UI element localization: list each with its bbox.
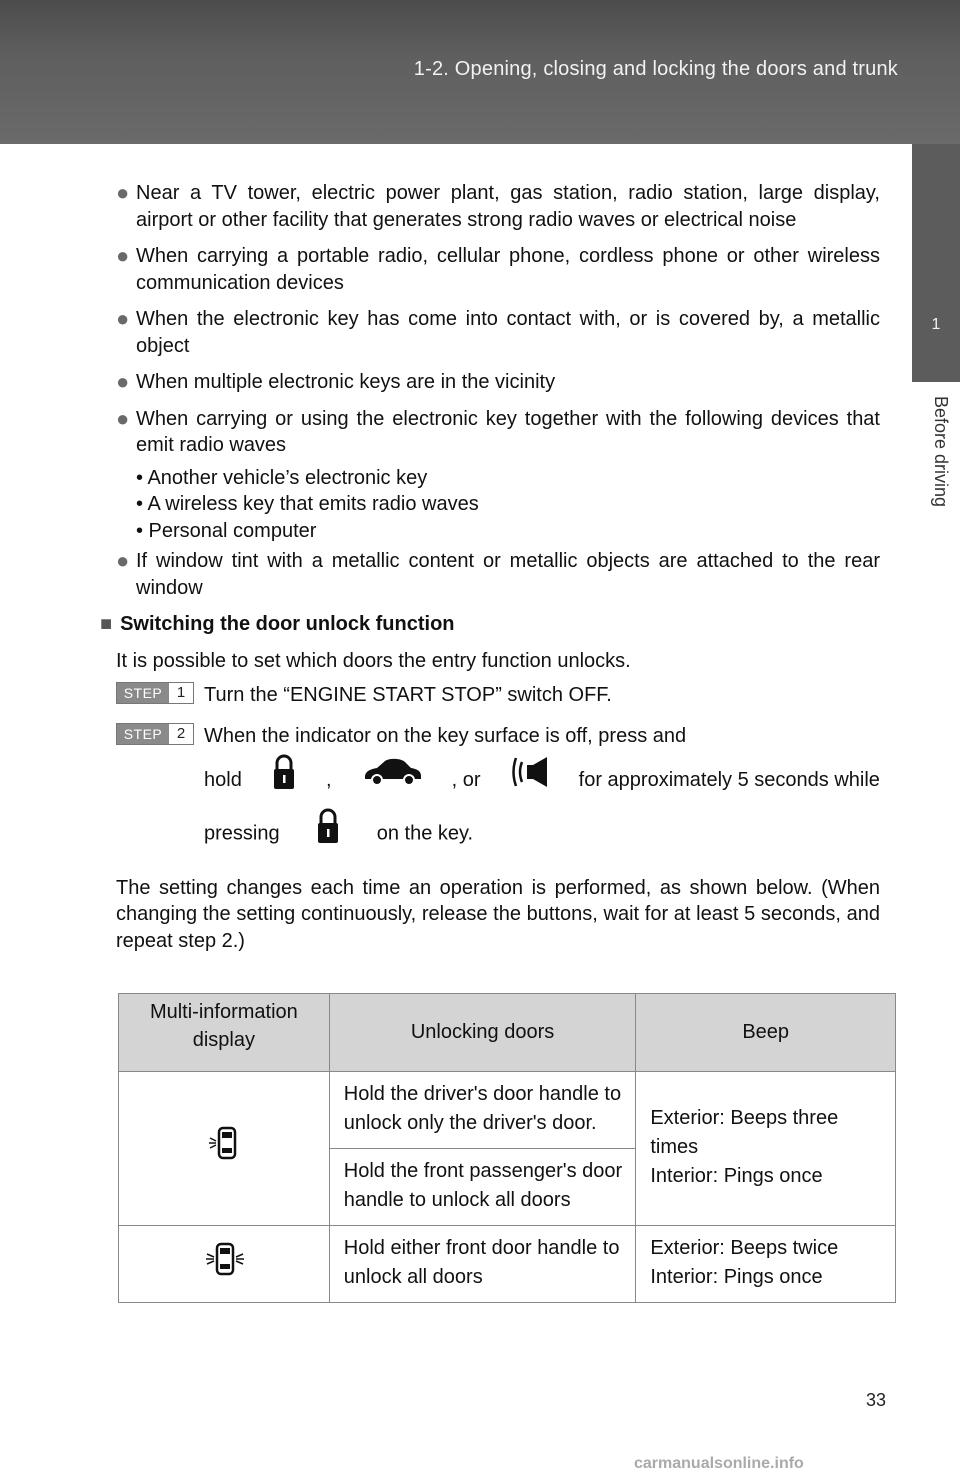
- section-intro: It is possible to set which doors the entry function unlocks.: [116, 649, 631, 672]
- unlock-settings-table: [118, 993, 896, 1303]
- header-unlocking: Unlocking doors: [329, 994, 636, 1072]
- step-1: [116, 682, 880, 709]
- table-row: [119, 1072, 896, 1149]
- bullet-icon: ●: [116, 306, 130, 331]
- panic-icon: [510, 754, 550, 806]
- page-header: [0, 0, 960, 144]
- bullet-item: ● When carrying a portable radio, cellular phone, cordless phone or other wireless communication devices: [116, 243, 880, 294]
- watermark: carmanualsonline.info: [634, 1455, 804, 1472]
- step-2: STEP 2 When the indicator on the key surface is off, press and hold , , or for approximately 5 seconds while pressing on the key.: [116, 723, 880, 861]
- page-content: [100, 180, 880, 954]
- unlock-cell: Hold the driver's door handle to unlock only the driver's door.: [329, 1072, 636, 1149]
- bullet-item: ● When multiple electronic keys are in the vicinity: [116, 369, 556, 394]
- all-doors-display-icon: [205, 1262, 245, 1284]
- setting-note: The setting changes each time an operation is performed, as shown below. (When changing the setting continuously, release the buttons, wait for at least 5 seconds, and repeat step 2.): [116, 876, 880, 952]
- bullet-icon: ●: [116, 243, 130, 268]
- table-header-row: [119, 994, 896, 1072]
- device-sublist: [116, 465, 880, 545]
- chapter-label: Before driving: [931, 396, 951, 508]
- header-display: Multi-information display: [119, 994, 330, 1072]
- bullet-icon: ●: [116, 180, 130, 205]
- unlock-icon: [315, 807, 341, 861]
- chapter-tab: [912, 144, 960, 382]
- bullet-item: ● Near a TV tower, electric power plant, gas station, radio station, large display, airport or other facility that generates strong radio waves or electrical noise: [116, 180, 880, 231]
- beep-cell: Exterior: Beeps twice Interior: Pings once: [636, 1226, 896, 1303]
- display-cell: [119, 1226, 330, 1303]
- step-1-text: Turn the “ENGINE START STOP” switch OFF.: [204, 684, 612, 706]
- display-cell: [119, 1072, 330, 1226]
- beep-cell: Exterior: Beeps three times Interior: Pings once: [636, 1072, 896, 1226]
- header-beep: Beep: [636, 994, 896, 1072]
- header-title: 1-2. Opening, closing and locking the doors and trunk: [413, 58, 898, 80]
- unlock-cell: Hold the front passenger's door handle to unlock all doors: [329, 1149, 636, 1226]
- page-number: 33: [866, 1390, 887, 1410]
- section-heading: ■ Switching the door unlock function: [100, 613, 455, 635]
- sub-item: • Another vehicle’s electronic key: [136, 466, 428, 489]
- sub-item: • Personal computer: [136, 519, 317, 542]
- square-bullet-icon: ■: [100, 613, 113, 635]
- step-badge: STEP 2: [116, 723, 194, 745]
- bullet-icon: ●: [116, 405, 130, 431]
- sub-item: • A wireless key that emits radio waves: [136, 493, 479, 515]
- lock-icon: [271, 753, 297, 807]
- bullet-icon: ●: [116, 369, 130, 394]
- table-row: [119, 1226, 896, 1303]
- chapter-number: 1: [931, 316, 941, 333]
- step-badge: STEP 1: [116, 682, 194, 704]
- driver-door-display-icon: [208, 1146, 242, 1168]
- car-icon: [361, 757, 423, 803]
- bullet-item: ● When carrying or using the electronic key together with the following devices that emit radio waves: [116, 405, 880, 456]
- bullet-item: ● When the electronic key has come into contact with, or is covered by, a metallic object: [116, 306, 880, 357]
- bullet-icon: ●: [116, 548, 130, 573]
- bullet-item: ● If window tint with a metallic content or metallic objects are attached to the rear window: [116, 548, 880, 599]
- unlock-cell: Hold either front door handle to unlock all doors: [329, 1226, 636, 1303]
